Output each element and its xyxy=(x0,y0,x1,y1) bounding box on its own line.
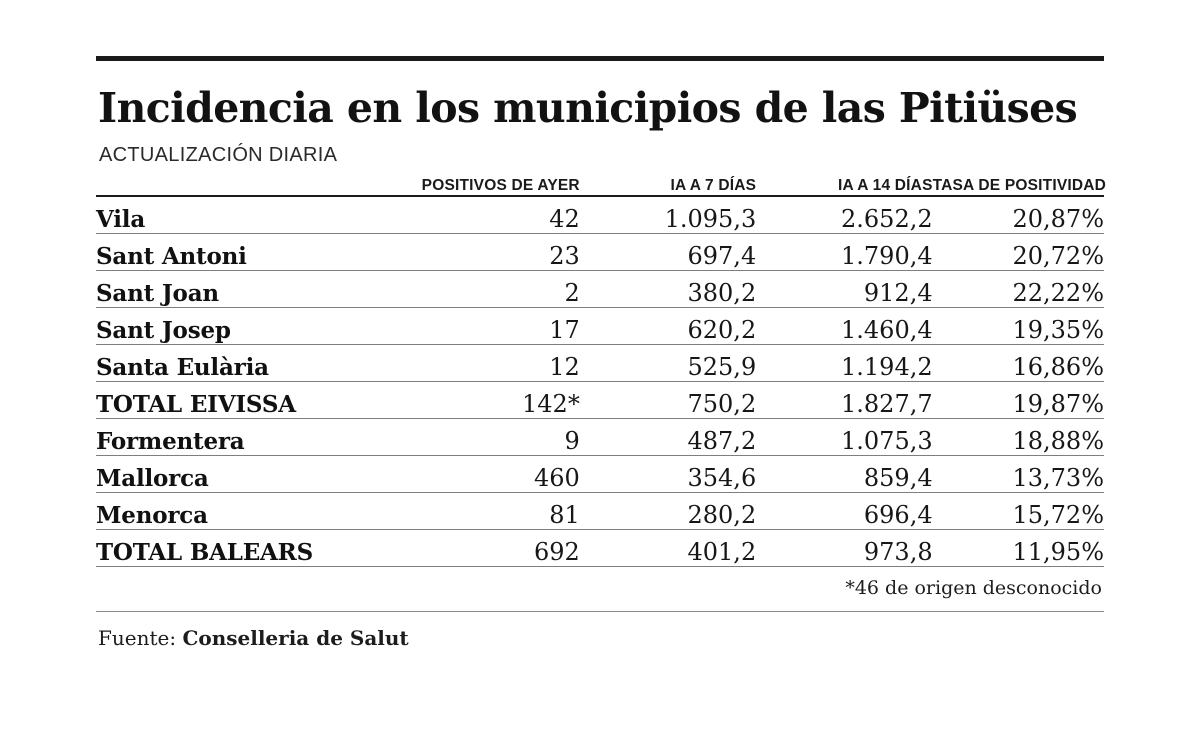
cell-ia14: 1.460,4 xyxy=(841,316,933,345)
table-footnote: *46 de origen desconocido xyxy=(845,577,1102,600)
cell-municipality: Sant Antoni xyxy=(96,243,247,271)
table-row xyxy=(96,456,1104,493)
cell-positives: 17 xyxy=(549,316,580,345)
top-divider xyxy=(96,56,1104,61)
cell-positives: 42 xyxy=(549,205,580,234)
cell-municipality: Formentera xyxy=(96,428,245,456)
table-row xyxy=(96,271,1104,308)
table-row xyxy=(96,234,1104,271)
cell-ia7: 280,2 xyxy=(687,501,757,530)
cell-positivity-rate: 20,72% xyxy=(1012,242,1104,271)
cell-ia14: 696,4 xyxy=(863,501,933,530)
cell-ia7: 354,6 xyxy=(687,464,757,493)
cell-ia14: 973,8 xyxy=(863,538,933,567)
cell-positivity-rate: 19,87% xyxy=(1012,390,1104,419)
cell-positivity-rate: 22,22% xyxy=(1012,279,1104,308)
table-row-total-eivissa xyxy=(96,382,1104,419)
column-header-positives: POSITIVOS DE AYER xyxy=(421,177,580,195)
table-row xyxy=(96,419,1104,456)
incidence-table xyxy=(96,177,1107,567)
cell-positives: 692 xyxy=(534,538,580,567)
incidence-table-panel xyxy=(96,56,1107,651)
bottom-divider xyxy=(96,611,1104,612)
cell-positivity-rate: 15,72% xyxy=(1012,501,1104,530)
cell-positives: 2 xyxy=(564,279,580,308)
cell-ia14: 912,4 xyxy=(863,279,933,308)
table-row xyxy=(96,493,1104,530)
cell-ia7: 401,2 xyxy=(687,538,757,567)
cell-ia14: 1.194,2 xyxy=(841,353,933,382)
cell-ia14: 2.652,2 xyxy=(841,205,933,234)
page-title: Incidencia en los municipios de las Pitiüses xyxy=(98,84,1078,132)
cell-ia7: 620,2 xyxy=(687,316,757,345)
source-line xyxy=(98,626,1104,650)
cell-municipality: Sant Joan xyxy=(96,280,219,308)
cell-municipality: TOTAL EIVISSA xyxy=(96,391,296,419)
cell-ia14: 1.827,7 xyxy=(841,390,933,419)
cell-positives: 142* xyxy=(522,390,580,419)
cell-municipality: Sant Josep xyxy=(96,317,231,345)
cell-positivity-rate: 16,86% xyxy=(1012,353,1104,382)
cell-positives: 12 xyxy=(549,353,580,382)
cell-ia7: 750,2 xyxy=(687,390,757,419)
cell-ia7: 380,2 xyxy=(687,279,757,308)
cell-ia7: 1.095,3 xyxy=(664,205,757,234)
table-header-row xyxy=(96,177,1104,196)
table-body xyxy=(96,196,1104,567)
source-value: Conselleria de Salut xyxy=(182,626,409,651)
cell-ia14: 1.075,3 xyxy=(841,427,933,456)
column-header-positivity-rate: TASA DE POSITIVIDAD xyxy=(932,177,1107,195)
cell-positives: 23 xyxy=(549,242,580,271)
cell-positives: 460 xyxy=(534,464,580,493)
table-header xyxy=(96,177,1107,196)
column-header-ia7: IA A 7 DÍAS xyxy=(670,177,757,195)
cell-positivity-rate: 20,87% xyxy=(1012,205,1104,234)
cell-municipality: Mallorca xyxy=(96,465,209,493)
cell-municipality: Vila xyxy=(96,206,146,234)
column-header-municipality xyxy=(96,177,408,196)
table-row-total-balears xyxy=(96,530,1104,567)
table-row xyxy=(96,308,1104,345)
cell-ia7: 525,9 xyxy=(687,353,757,382)
page-subtitle: ACTUALIZACIÓN DIARIA xyxy=(99,144,338,167)
cell-positivity-rate: 13,73% xyxy=(1012,464,1104,493)
cell-municipality: Santa Eulària xyxy=(96,354,269,382)
cell-positivity-rate: 19,35% xyxy=(1012,316,1104,345)
cell-positives: 9 xyxy=(564,427,580,456)
cell-ia14: 1.790,4 xyxy=(841,242,933,271)
source-label: Fuente: xyxy=(98,626,177,651)
cell-positivity-rate: 11,95% xyxy=(1012,538,1104,567)
cell-positives: 81 xyxy=(549,501,580,530)
cell-municipality: TOTAL BALEARS xyxy=(96,539,313,567)
cell-ia14: 859,4 xyxy=(863,464,933,493)
cell-ia7: 697,4 xyxy=(687,242,757,271)
table-row xyxy=(96,345,1104,382)
cell-municipality: Menorca xyxy=(96,502,208,530)
cell-ia7: 487,2 xyxy=(687,427,757,456)
cell-positivity-rate: 18,88% xyxy=(1012,427,1104,456)
column-header-ia14: IA A 14 DÍAS xyxy=(838,177,933,195)
table-row xyxy=(96,196,1104,234)
